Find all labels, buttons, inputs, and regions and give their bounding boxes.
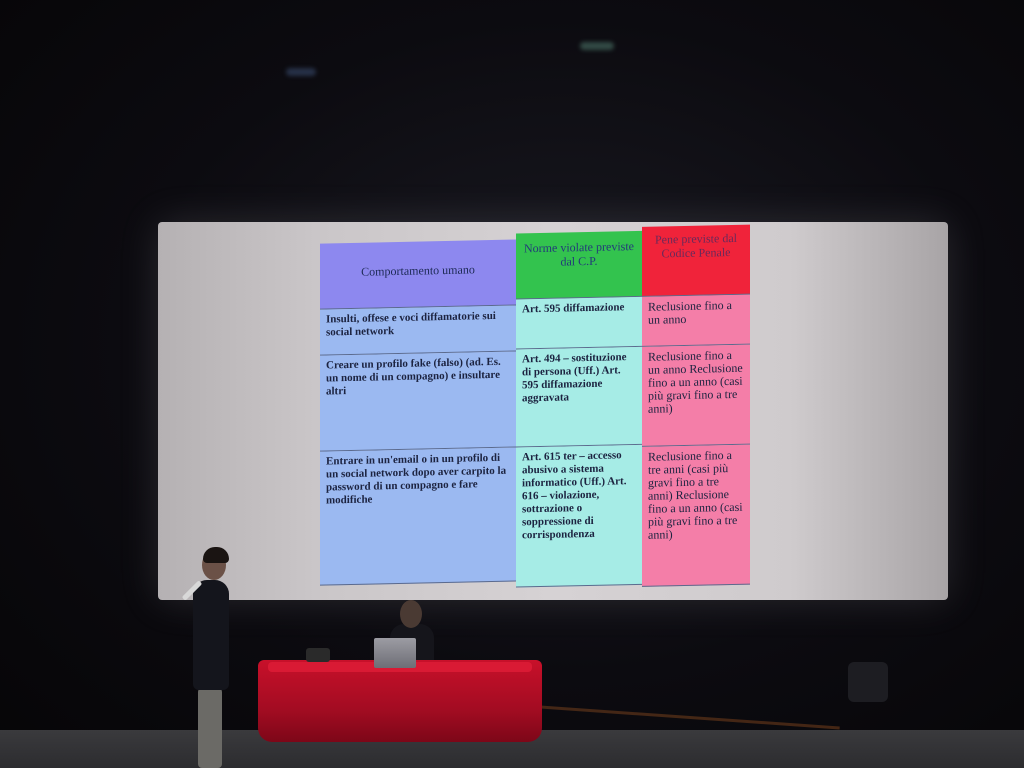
cell-norms-3: Art. 615 ter – accesso abusivo a sistema informatico (Uff.) Art. 616 – violazione, sottrazione o soppressione di corrispondenza [516, 445, 642, 588]
cell-norms-1: Art. 595 diffamazione [516, 297, 642, 350]
cell-penalty-2: Reclusione fino a un anno Reclusione fino a un anno (casi più gravi fino a tre anni) [642, 345, 750, 447]
header-penalties: Pene previste dal Codice Penale [642, 225, 750, 297]
header-norms: Norme violate previste dal C.P. [516, 231, 642, 300]
cell-norms-2: Art. 494 – sostituzione di persona (Uff.) Art. 595 diffamazione aggravata [516, 347, 642, 448]
speaker-legs [198, 688, 222, 768]
speaker [193, 580, 229, 690]
header-behavior: Comportamento umano [320, 240, 516, 310]
projector-icon [306, 648, 330, 662]
cell-behavior-1: Insulti, offese e voci diffamatorie sui social network [320, 306, 516, 356]
cell-behavior-3: Entrare in un'email o in un profilo di un social network dopo aver carpito la password di un compagno e fare modifiche [320, 448, 516, 586]
cell-behavior-2: Creare un profilo fake (falso) (ad. Es. un nome di un compagno) e insultare altri [320, 352, 516, 452]
laptop-icon [374, 638, 416, 668]
projected-slide [302, 221, 752, 592]
ceiling-light [286, 68, 316, 76]
stage-monitor [848, 662, 888, 702]
cell-penalty-3: Reclusione fino a tre anni (casi più gravi fino a tre anni) Reclusione fino a un anno (casi più gravi fino a tre anni) [642, 445, 750, 587]
cell-penalty-1: Reclusione fino a un anno [642, 295, 750, 347]
seated-person-head [400, 600, 422, 628]
ceiling-light [580, 42, 614, 50]
speaker-hair [203, 547, 229, 563]
red-draped-table [258, 660, 542, 742]
